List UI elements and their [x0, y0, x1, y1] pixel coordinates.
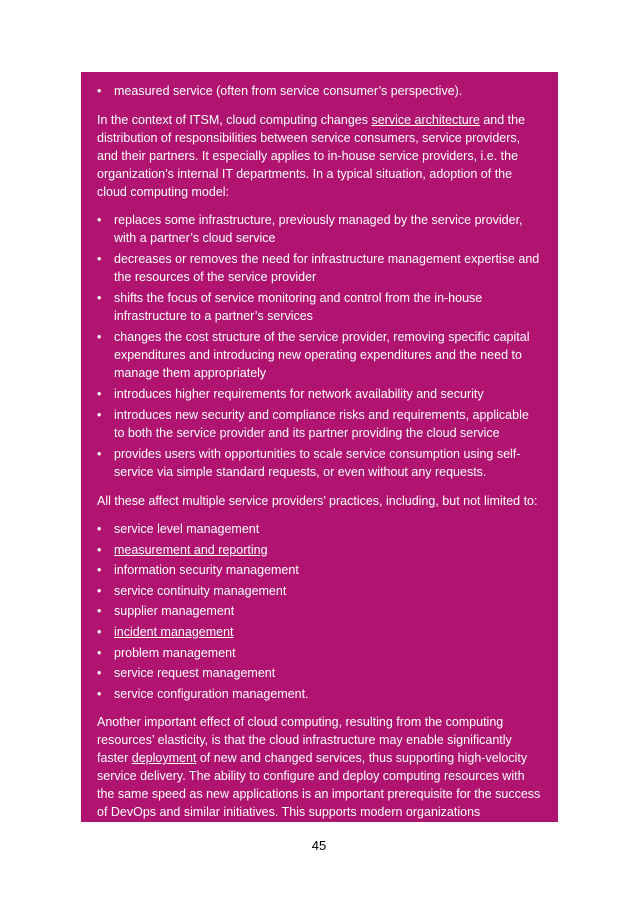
list-item-text: decreases or removes the need for infrastructure management expertise and the resources of the service provider: [114, 252, 540, 284]
content-panel: [81, 72, 558, 822]
bullet-glyph: •: [97, 291, 102, 305]
paragraph-text: and the distribution of responsibilities between service consumers, service providers, and their partners. It especially applies to in-house service providers, i.e. the organization’s internal IT departments. In a typical situation, adoption of the cloud computing model:: [97, 113, 526, 199]
list-item-text: shifts the focus of service monitoring and control from the in-house infrastructure to a partner’s services: [114, 291, 483, 323]
list-item: [97, 385, 542, 403]
list-item-text: introduces new security and compliance risks and requirements, applicable to both the service provider and its partner providing the cloud service: [114, 408, 529, 440]
list-item: [97, 445, 542, 481]
list-item-text: replaces some infrastructure, previously managed by the service provider, with a partner’s cloud service: [114, 213, 523, 245]
measurement-and-reporting-link[interactable]: measurement and reporting: [114, 542, 268, 557]
paragraph-practices-intro: All these affect multiple service providers’ practices, including, but not limited to:: [97, 494, 538, 508]
bullet-glyph: •: [97, 522, 102, 536]
list-item-text: changes the cost structure of the service provider, removing specific capital expenditures and introducing new operating expenditures and the need to manage them appropriately: [114, 330, 530, 380]
list-item: [97, 664, 542, 682]
list-item: [97, 250, 542, 286]
bullet-glyph: •: [97, 583, 102, 598]
bullet-glyph: •: [97, 686, 102, 701]
affected-practices-list: [97, 520, 542, 703]
list-item: [97, 541, 542, 559]
practice-information-security-management: information security management: [114, 563, 299, 578]
adoption-effects-list: [97, 211, 542, 481]
list-item-text: provides users with opportunities to scale service consumption using self-service via simple standard requests, or even without any requests.: [114, 447, 521, 479]
list-item: [97, 623, 542, 641]
practice-service-request-management: service request management: [114, 666, 276, 681]
list-item: [97, 561, 542, 579]
list-item-text: introduces higher requirements for network availability and security: [114, 387, 484, 401]
practice-service-configuration-management: service configuration management.: [114, 686, 309, 701]
list-item: [97, 685, 542, 703]
continued-bullet-list: [97, 82, 542, 100]
list-item: [97, 82, 542, 100]
bullet-glyph: •: [97, 645, 102, 660]
list-item: [97, 211, 542, 247]
list-item: [97, 602, 542, 620]
practice-service-continuity-management: service continuity management: [114, 583, 287, 598]
page-number: 45: [311, 838, 327, 853]
bullet-glyph: •: [97, 447, 102, 461]
bullet-glyph: •: [97, 84, 102, 98]
paragraph-elasticity: [97, 713, 542, 821]
incident-management-link[interactable]: incident management: [114, 624, 234, 639]
bullet-glyph: •: [97, 624, 102, 639]
paragraph-text: In the context of ITSM, cloud computing changes: [97, 113, 372, 127]
bullet-glyph: •: [97, 330, 102, 344]
bullet-glyph: •: [97, 387, 102, 401]
paragraph-text: Another important effect of cloud computing, resulting from the computing resources’ elasticity, is that the cloud infrastructure may enable significantly faster: [97, 715, 512, 766]
bullet-glyph: •: [97, 604, 102, 619]
paragraph-itsm-context: [97, 111, 542, 201]
bullet-glyph: •: [97, 563, 102, 578]
practice-service-level-management: service level management: [114, 522, 260, 536]
list-item: [97, 520, 542, 538]
paragraph-text: of new and changed services, thus supporting high-velocity service delivery. The ability to configure and deploy computing resources with the same speed as new applications is an important prerequisite for the success of DevOps and similar initiatives. This supports modern organizations: [97, 751, 541, 820]
bullet-glyph: •: [97, 542, 102, 557]
list-item-text: measured service (often from service consumer’s perspective).: [114, 84, 463, 98]
list-item: [97, 582, 542, 600]
list-item: [97, 289, 542, 325]
practice-supplier-management: supplier management: [114, 604, 235, 619]
service-architecture-link[interactable]: service architecture: [371, 113, 480, 127]
bullet-glyph: •: [97, 213, 102, 227]
list-item: [97, 644, 542, 662]
list-item: [97, 406, 542, 442]
deployment-link[interactable]: deployment: [131, 751, 197, 766]
bullet-glyph: •: [97, 408, 102, 422]
practice-problem-management: problem management: [114, 645, 236, 660]
bullet-glyph: •: [97, 666, 102, 681]
bullet-glyph: •: [97, 252, 102, 266]
list-item: [97, 328, 542, 382]
